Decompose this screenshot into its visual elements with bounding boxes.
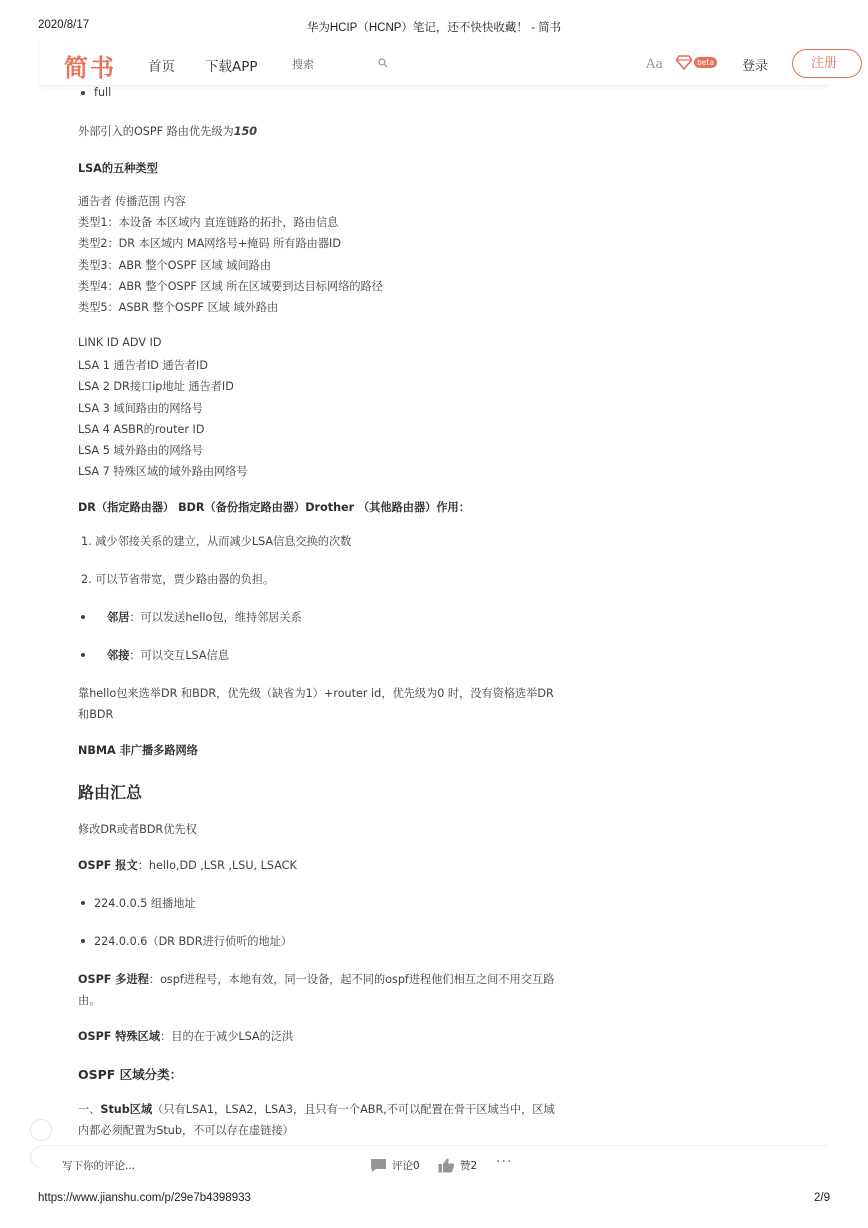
lsa-type-line: 类型4：ABR 整个OSPF 区域 所在区域要到达目标网络的路径 bbox=[78, 280, 383, 293]
ospf-packets-text: ：hello,DD ,LSR ,LSU, LSACK bbox=[137, 859, 297, 872]
adjacency-label: 邻接 bbox=[107, 649, 130, 662]
multi-process-line bbox=[78, 971, 554, 987]
neighbor-label: 邻居 bbox=[107, 611, 130, 624]
login-link[interactable]: 登录 bbox=[742, 59, 769, 74]
list-item-full: full bbox=[94, 86, 112, 99]
nav-home-link[interactable]: 首页 bbox=[148, 59, 175, 75]
dr-point: 2. 可以节省带宽，贾少路由器的负担。 bbox=[81, 573, 275, 586]
comment-input[interactable] bbox=[62, 1156, 282, 1176]
print-header bbox=[38, 19, 830, 35]
multi-process-label: OSPF 多进程 bbox=[78, 973, 149, 986]
beta-badge: beta bbox=[694, 57, 717, 68]
comment-button[interactable] bbox=[370, 1158, 420, 1173]
external-priority-paragraph bbox=[78, 123, 257, 139]
print-date: 2020/8/17 bbox=[38, 19, 90, 31]
special-area-label: OSPF 特殊区域 bbox=[78, 1030, 161, 1043]
neighbor-item bbox=[107, 609, 302, 625]
stub-label: Stub区域 bbox=[100, 1103, 153, 1116]
special-area-text: ：目的在于减少LSA的泛洪 bbox=[160, 1030, 294, 1043]
nav-download-app-link[interactable]: 下载APP bbox=[205, 59, 258, 75]
register-button[interactable]: 注册 bbox=[792, 49, 862, 78]
multi-process-line2: 由。 bbox=[78, 994, 101, 1007]
diamond-icon bbox=[676, 55, 692, 70]
stub-area-line bbox=[78, 1101, 555, 1117]
stub-prefix: 一、 bbox=[78, 1103, 101, 1116]
election-paragraph-line: 和BDR bbox=[78, 708, 114, 721]
lsa-type-line: 通告者 传播范围 内容 bbox=[78, 195, 186, 208]
lsa-type-line: 类型3：ABR 整个OSPF 区域 域间路由 bbox=[78, 259, 272, 272]
search-input[interactable] bbox=[276, 50, 376, 78]
adjacency-item bbox=[107, 647, 229, 663]
link-id-line: LSA 7 特殊区域的域外路由网络号 bbox=[78, 465, 248, 478]
jianshu-logo[interactable]: 简书 bbox=[64, 53, 116, 82]
ospf-packets-line bbox=[78, 857, 297, 873]
comment-icon bbox=[370, 1158, 387, 1173]
search-icon[interactable] bbox=[378, 58, 388, 68]
area-classification-heading: OSPF 区域分类： bbox=[78, 1067, 183, 1082]
multicast-item: 224.0.0.6（DR BDR进行侦听的地址） bbox=[94, 935, 293, 948]
top-navbar bbox=[40, 40, 838, 86]
lsa-type-line: 类型1：本设备 本区域内 直连链路的拓扑，路由信息 bbox=[78, 216, 339, 229]
font-size-icon[interactable]: Aa bbox=[646, 57, 664, 72]
bullet-dot bbox=[81, 939, 85, 943]
diamond-beta-link[interactable] bbox=[676, 55, 714, 71]
link-id-line: LSA 4 ASBR的router ID bbox=[78, 423, 205, 436]
election-paragraph-line: 靠hello包来选举DR 和BDR，优先级（缺省为1）+router id，优先级为0 时，没有资格选举DR bbox=[78, 687, 554, 700]
thumbs-up-icon bbox=[438, 1158, 455, 1173]
link-id-line: LSA 5 域外路由的网络号 bbox=[78, 444, 203, 457]
ospf-packets-label: OSPF 报文 bbox=[78, 859, 138, 872]
like-count-label: 赞2 bbox=[460, 1160, 478, 1172]
lsa-types-heading: LSA的五种类型 bbox=[78, 162, 158, 175]
link-id-line: LSA 1 通告者ID 通告者ID bbox=[78, 359, 208, 372]
link-id-line: LSA 2 DR接口ip地址 通告者ID bbox=[78, 380, 234, 393]
link-id-line: LSA 3 域间路由的网络号 bbox=[78, 402, 203, 415]
stub-area-line2: 内都必须配置为Stub，不可以存在虚链接） bbox=[78, 1124, 294, 1137]
multicast-item: 224.0.0.5 组播地址 bbox=[94, 897, 196, 910]
special-area-line bbox=[78, 1028, 293, 1044]
comment-bar bbox=[40, 1145, 828, 1185]
bullet-dot bbox=[81, 615, 85, 619]
bullet-dot bbox=[81, 91, 85, 95]
dr-point: 1. 减少邻接关系的建立，从而减少LSA信息交换的次数 bbox=[81, 535, 352, 548]
side-action-button[interactable] bbox=[30, 1119, 52, 1141]
comment-count-label: 评论0 bbox=[392, 1160, 420, 1172]
modify-priority-text: 修改DR或者BDR优先权 bbox=[78, 823, 197, 836]
nbma-heading: NBMA 非广播多路网络 bbox=[78, 744, 198, 757]
dr-bdr-heading: DR（指定路由器） BDR（备份指定路由器）Drother （其他路由器）作用： bbox=[78, 501, 470, 514]
external-priority-text: 外部引入的OSPF 路由优先级为 bbox=[78, 125, 234, 138]
neighbor-text: ：可以发送hello包，维持邻居关系 bbox=[129, 611, 302, 624]
like-button[interactable] bbox=[438, 1158, 477, 1173]
link-id-line: LINK ID ADV ID bbox=[78, 336, 162, 349]
external-priority-value: 150 bbox=[233, 125, 258, 138]
print-url: https://www.jianshu.com/p/29e7b4398933 bbox=[38, 1192, 251, 1204]
bullet-dot bbox=[81, 653, 85, 657]
lsa-type-line: 类型5：ASBR 整个OSPF 区域 域外路由 bbox=[78, 301, 279, 314]
route-summary-heading: 路由汇总 bbox=[78, 783, 143, 802]
stub-text: （只有LSA1，LSA2，LSA3，且只有一个ABR,不可以配置在骨干区域当中，区域 bbox=[152, 1103, 555, 1116]
print-page-number: 2/9 bbox=[814, 1192, 830, 1204]
lsa-type-line: 类型2：DR 本区域内 MA网络号+掩码 所有路由器ID bbox=[78, 237, 341, 250]
multi-process-text: ：ospf进程号，本地有效，同一设备，起不同的ospf进程他们相互之间不用交互路 bbox=[148, 973, 555, 986]
adjacency-text: ：可以交互LSA信息 bbox=[129, 649, 229, 662]
more-options-icon[interactable]: ··· bbox=[496, 1154, 513, 1170]
bullet-dot bbox=[81, 901, 85, 905]
print-page-title: 华为HCIP（HCNP）笔记，还不快快收藏！ - 简书 bbox=[306, 22, 562, 34]
print-footer bbox=[38, 1192, 830, 1208]
